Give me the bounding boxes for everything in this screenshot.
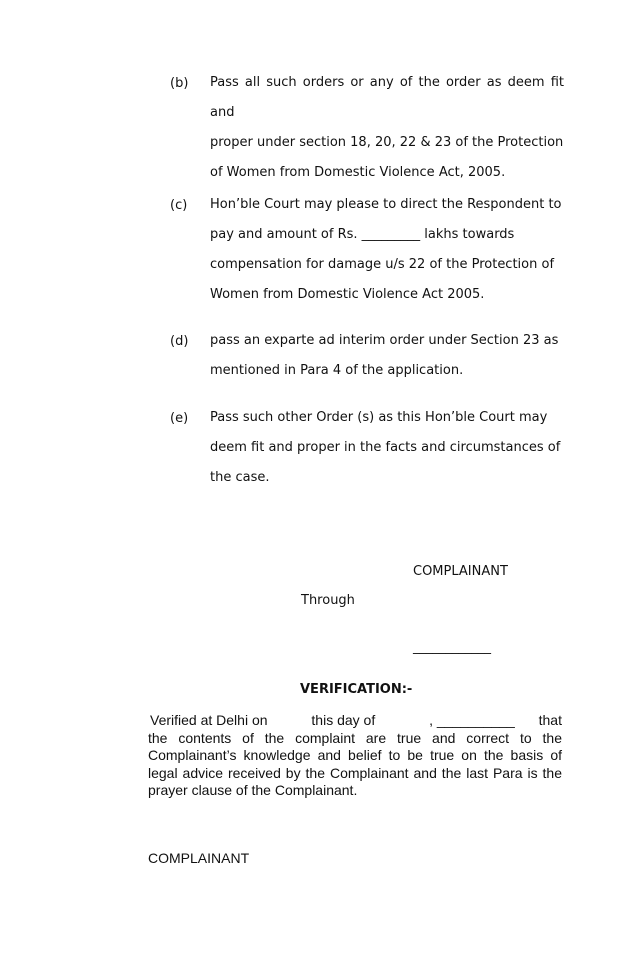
clause-line: compensation for damage u/s 22 of the Protection of xyxy=(210,257,555,272)
clause-text xyxy=(210,190,564,310)
clause-line: Women from Domestic Violence Act 2005. xyxy=(210,287,485,302)
clause-line: mentioned in Para 4 of the application. xyxy=(210,363,464,378)
clause-line: Hon’ble Court may please to direct the Respondent to xyxy=(210,197,562,212)
verification-date-blank: , __________ xyxy=(429,712,515,728)
verification-text: the contents of the complaint are true and correct to the Complainant’s knowledge and belief to be true on the basis of legal advice received by the Complainant and the last Para is the prayer clause of the Complainant. xyxy=(148,729,562,798)
clause-label: (e) xyxy=(170,411,189,426)
verification-first-line xyxy=(148,712,562,730)
clause-text xyxy=(210,326,564,386)
clause-line: the case. xyxy=(210,470,270,485)
verification-that: that xyxy=(538,712,562,728)
clause-label: (b) xyxy=(170,76,189,91)
verification-place: Verified at Delhi on xyxy=(150,712,268,728)
footer-complainant-label: COMPLAINANT xyxy=(148,850,250,866)
clause-line: of Women from Domestic Violence Act, 2005. xyxy=(210,165,506,180)
clause-label: (c) xyxy=(170,198,188,213)
clause-text xyxy=(210,68,564,188)
through-label: Through xyxy=(301,593,355,608)
verification-title: VERIFICATION:- xyxy=(300,682,413,697)
clause-label: (d) xyxy=(170,334,189,349)
clause-line: Pass such other Order (s) as this Hon’ble Court may xyxy=(210,410,548,425)
verification-body xyxy=(148,712,562,800)
clause-text xyxy=(210,403,564,493)
clause-line: pay and amount of Rs. _________ lakhs towards xyxy=(210,227,515,242)
verification-day: this day of xyxy=(311,712,376,728)
clause-line: pass an exparte ad interim order under Section 23 as xyxy=(210,333,559,348)
clause-line: Pass all such orders or any of the order as deem fit and xyxy=(210,75,564,120)
signature-line: ____________ xyxy=(413,640,491,655)
complainant-label: COMPLAINANT xyxy=(413,564,508,579)
clause-line: proper under section 18, 20, 22 & 23 of the Protection xyxy=(210,135,564,150)
clause-line: deem fit and proper in the facts and circumstances of xyxy=(210,440,561,455)
